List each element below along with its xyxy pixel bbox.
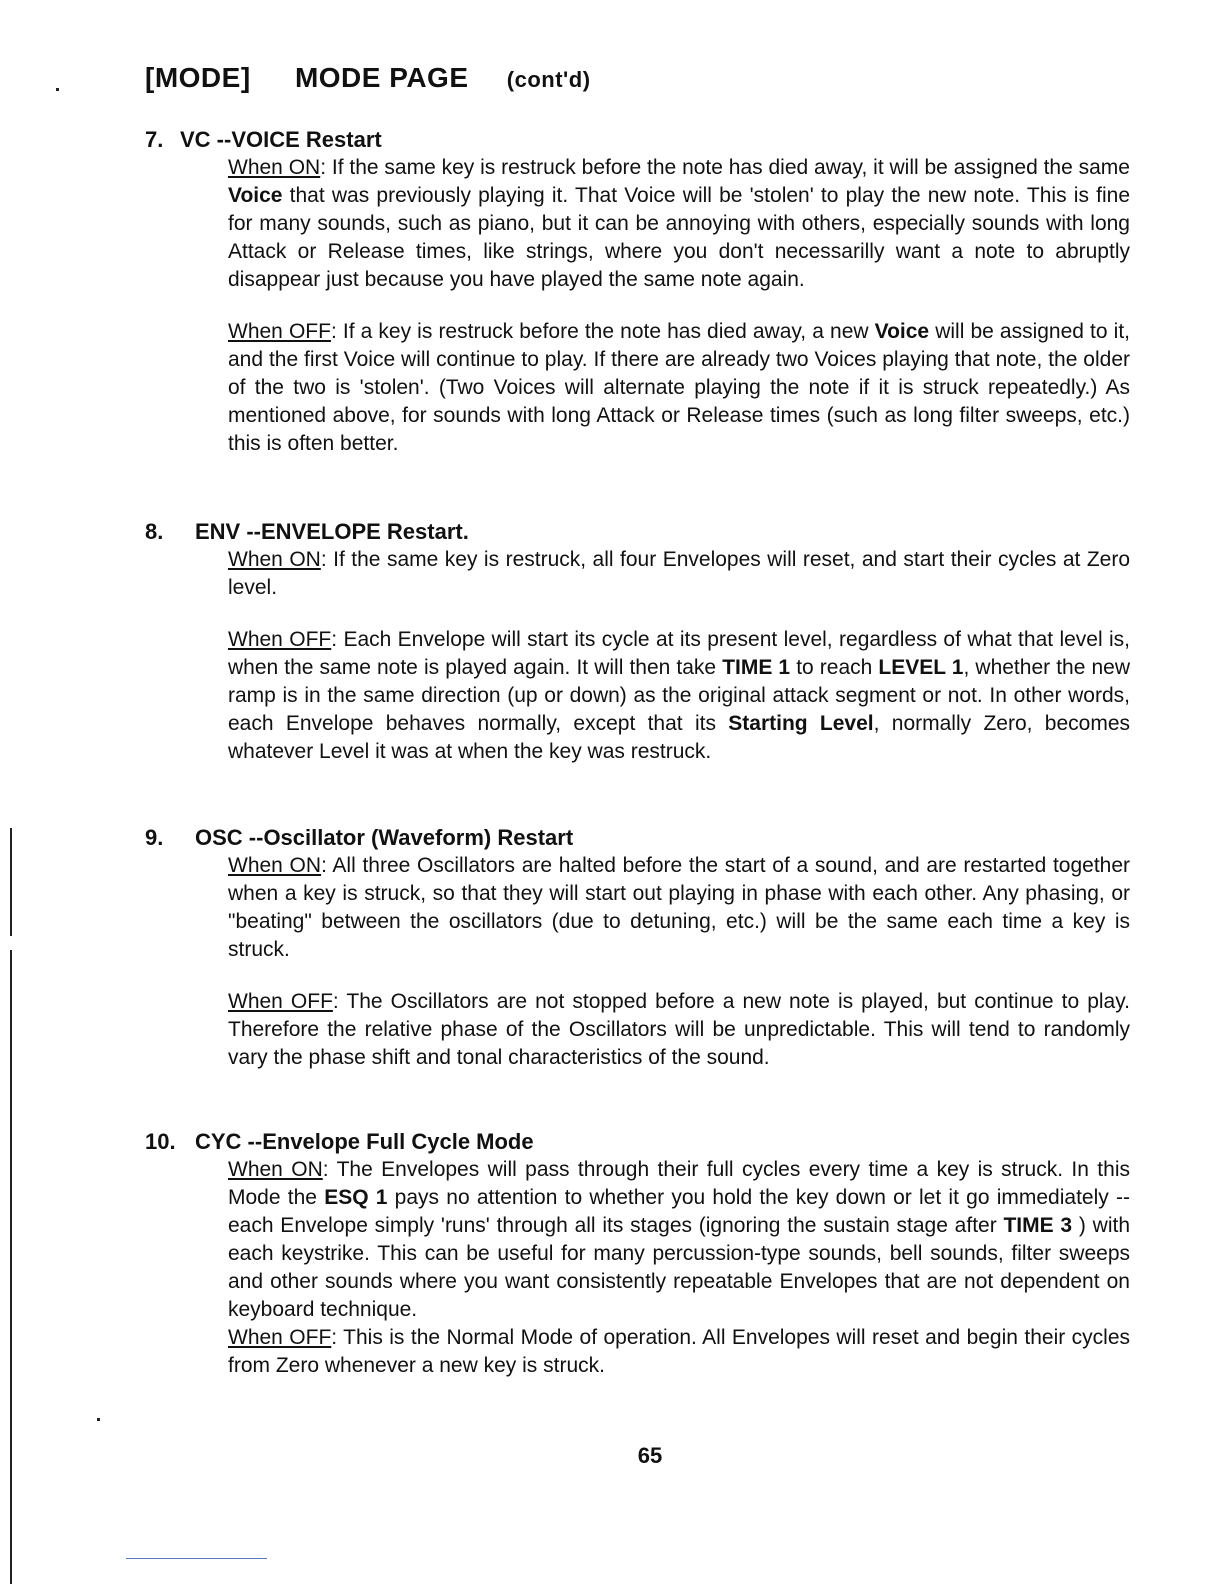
when-off-paragraph [228,626,1130,766]
section-osc-oscillator-restart [145,824,1130,1072]
when-on-label: When ON [228,854,322,877]
paragraph-text: pays no attention to whether you hold the key down or let it go immediately -- each Envelope simply 'runs' through all its stages (ignoring the sustain stage after [228,1186,1130,1237]
section-heading: OSC --Oscillator (Waveform) Restart [195,825,574,850]
paragraph-text: will be assigned to it, and the first Voice will continue to play. If there are already two Voices playing that note, the older of the two is 'stolen'. (Two Voices will alternate playing the note if it is struck repeatedly.) As mentioned above, for sounds with long Attack or Release times (such as long filter sweeps, etc.) this is often better. [228,320,1131,455]
page-header [145,62,591,94]
bold-term: Voice [874,320,930,343]
paragraph-text: , normally Zero, becomes whatever Level it was at when the key was restruck. [228,712,1130,763]
section-number: 7. [145,127,164,152]
paragraph-text: that was previously playing it. That Voice will be 'stolen' to play the new note. This is fine for many sounds, such as piano, but it can be annoying with others, especially sounds with long Attack or Release times, like strings, where you don't necessarilly want a note to abruptly disappear just because you have played the same note again. [228,184,1130,291]
when-off-label: When OFF [228,1326,332,1349]
paragraph-text: : If the same key is restruck before the note has died away, it will be assigned the same [320,156,1130,179]
paragraph-text: ) with each keystrike. This can be useful for many percussion-type sounds, bell sounds, filter sweeps and other sounds where you want consistently repeatable Envelopes that are not dependent on keyboard technique. [228,1214,1130,1321]
section-number: 8. [145,519,164,544]
when-off-paragraph [228,318,1130,458]
paragraph-text: : The Envelopes will pass through their full cycles every time a key is struck. In this Mode the [228,1158,1130,1209]
margin-scan-mark [10,950,12,1584]
section-cyc-envelope-full-cycle [145,1128,1130,1380]
mode-tag: [MODE] [145,62,251,93]
when-on-label: When ON [228,1158,323,1181]
when-off-paragraph [228,1324,1130,1380]
when-on-paragraph [228,154,1130,294]
when-on-paragraph [228,546,1130,602]
section-heading: VC --VOICE Restart [180,127,382,152]
paragraph-text: to reach [790,656,879,679]
section-env-envelope-restart [145,518,1130,766]
paragraph-text: : All three Oscillators are halted before the start of a sound, and are restarted together when a key is struck, so that they will start out playing in phase with each other. Any phasing, or "beating" between the oscillators (due to detuning, etc.) will be the same each time a key is struck. [228,854,1131,961]
contd-label: (cont'd) [506,67,591,92]
paragraph-text: : The Oscillators are not stopped before a new note is played, but continue to play. Therefore the relative phase of the Oscillators will be unpredictable. This will tend to randomly vary the phase shift and tonal characteristics of the sound. [228,990,1130,1069]
footer-rule [126,1558,267,1559]
bold-term: Starting Level [728,712,874,735]
when-off-label: When OFF [228,320,331,343]
section-heading: CYC --Envelope Full Cycle Mode [195,1129,534,1154]
page-title: MODE PAGE [294,62,469,93]
paragraph-text: : If the same key is restruck, all four Envelopes will reset, and start their cycles at Zero level. [228,548,1130,599]
when-off-label: When OFF [228,628,332,651]
section-title [145,126,1130,154]
when-on-paragraph [228,1156,1130,1324]
section-number: 9. [145,825,164,850]
margin-scan-dot [56,88,59,91]
margin-scan-mark [10,828,12,936]
section-vc-voice-restart [145,126,1130,458]
when-on-label: When ON [228,156,321,179]
bold-term: Voice [228,184,283,207]
when-on-paragraph [228,852,1130,964]
paragraph-text: , whether the new ramp is in the same direction (up or down) as the original attack segment or not. In other words, each Envelope behaves normally, except that its [228,656,1130,735]
section-title [145,824,1130,852]
section-title [145,518,1130,546]
when-off-paragraph [228,988,1130,1072]
bold-term: TIME 3 [1003,1214,1073,1237]
bold-term: TIME 1 [722,656,791,679]
bold-term: LEVEL 1 [878,656,964,679]
section-title [145,1128,1130,1156]
paragraph-text: : This is the Normal Mode of operation. All Envelopes will reset and begin their cycles from Zero whenever a new key is struck. [228,1326,1130,1377]
bold-term: ESQ 1 [324,1186,388,1209]
margin-scan-dot [97,1418,100,1421]
paragraph-text: : Each Envelope will start its cycle at its present level, regardless of what that level is, when the same note is played again. It will then take [228,628,1131,679]
section-heading: ENV --ENVELOPE Restart. [195,519,469,544]
when-off-label: When OFF [228,990,333,1013]
section-number: 10. [145,1129,176,1154]
when-on-label: When ON [228,548,321,571]
paragraph-text: : If a key is restruck before the note has died away, a new [330,320,875,343]
page-number: 65 [637,1443,663,1468]
